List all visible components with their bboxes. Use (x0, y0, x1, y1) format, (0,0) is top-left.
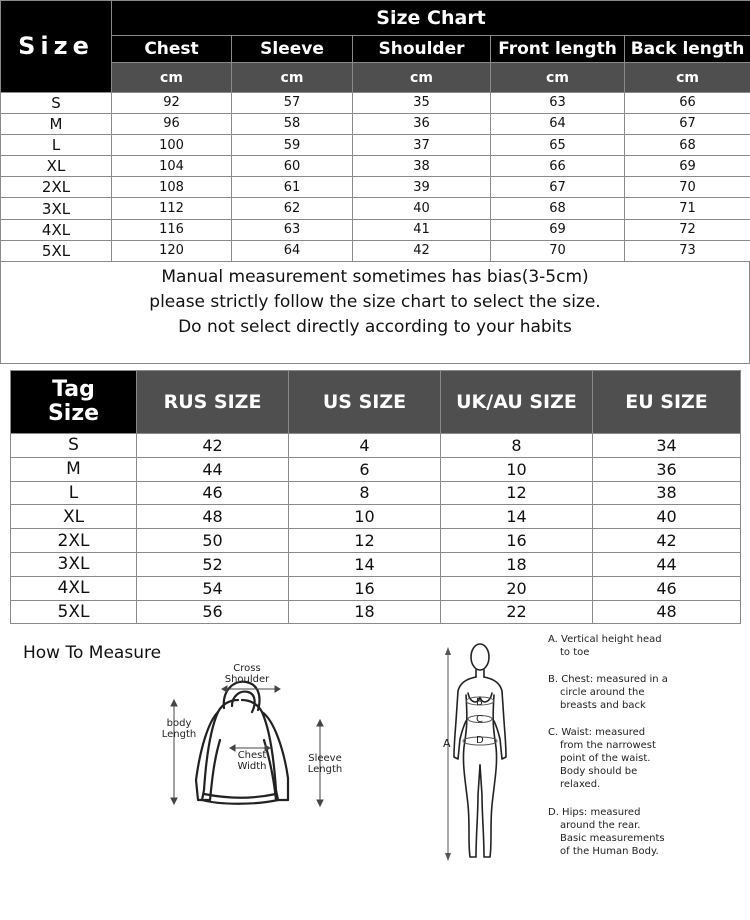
chest-cell: 96 (112, 113, 232, 134)
rus-size-cell: 56 (137, 600, 289, 624)
us-size-cell: 14 (289, 552, 441, 576)
chest-width-label-line2: Width (237, 761, 267, 772)
back-length-cell: 66 (625, 92, 750, 113)
cross-shoulder-label-line2: Shoulder (224, 674, 270, 685)
unit-cell: cm (625, 63, 750, 92)
tag-size-cell: L (11, 481, 137, 505)
size-chart-table (0, 0, 750, 262)
column-header-uk-au-size: UK/AU SIZE (441, 371, 593, 434)
uk-au-size-cell: 8 (441, 434, 593, 458)
uk-au-size-cell: 18 (441, 552, 593, 576)
table-row (1, 198, 750, 219)
rus-size-cell: 42 (137, 434, 289, 458)
chest-cell: 108 (112, 177, 232, 198)
body-figure-illustration (440, 635, 540, 870)
rus-size-cell: 54 (137, 576, 289, 600)
unit-cell: cm (112, 63, 232, 92)
note-text: to toe (560, 647, 590, 658)
shoulder-cell: 38 (353, 156, 491, 177)
shoulder-cell: 42 (353, 240, 491, 261)
back-length-cell: 72 (625, 219, 750, 240)
chest-width-label (228, 750, 276, 772)
note-line: Do not select directly according to your habits (178, 317, 572, 337)
size-cell: S (1, 92, 112, 113)
eu-size-cell: 42 (593, 529, 741, 553)
measure-note-c (548, 726, 743, 791)
size-column-header: Size (1, 1, 112, 93)
us-size-cell: 12 (289, 529, 441, 553)
eu-size-cell: 36 (593, 457, 741, 481)
table-row (1, 92, 750, 113)
size-cell: 2XL (1, 177, 112, 198)
chest-cell: 120 (112, 240, 232, 261)
how-to-measure-title: How To Measure (23, 643, 162, 663)
table-row (11, 434, 741, 458)
uk-au-size-cell: 12 (441, 481, 593, 505)
size-cell: L (1, 135, 112, 156)
note-text: C. Waist: measured (548, 727, 646, 738)
note-text: point of the waist. (560, 753, 651, 764)
rus-size-cell: 50 (137, 529, 289, 553)
tag-size-cell: 5XL (11, 600, 137, 624)
table-row (1, 219, 750, 240)
chest-width-label-line1: Chest (237, 750, 267, 761)
front-length-cell: 67 (491, 177, 625, 198)
note-text: from the narrowest (560, 740, 656, 751)
shoulder-cell: 40 (353, 198, 491, 219)
sleeve-cell: 61 (232, 177, 353, 198)
note-line: Manual measurement sometimes has bias(3-5cm) (161, 267, 589, 287)
eu-size-cell: 40 (593, 505, 741, 529)
sleeve-cell: 62 (232, 198, 353, 219)
column-header-back-length: Back length (625, 36, 750, 63)
table-row (11, 529, 741, 553)
uk-au-size-cell: 14 (441, 505, 593, 529)
eu-size-cell: 46 (593, 576, 741, 600)
table-row (11, 600, 741, 624)
rus-size-cell: 48 (137, 505, 289, 529)
sleeve-length-label-line2: Length (307, 764, 343, 775)
chest-cell: 104 (112, 156, 232, 177)
front-length-cell: 64 (491, 113, 625, 134)
table-row (1, 177, 750, 198)
tag-size-cell: 3XL (11, 552, 137, 576)
shoulder-cell: 36 (353, 113, 491, 134)
note-text: A. Vertical height head (548, 634, 662, 645)
table-row (1, 113, 750, 134)
chest-cell: 112 (112, 198, 232, 219)
uk-au-size-cell: 10 (441, 457, 593, 481)
note-text: Basic measurements (560, 833, 665, 844)
size-chart-title: Size Chart (112, 1, 750, 36)
tag-size-header (11, 371, 137, 434)
tag-size-header-line1: Tag (52, 377, 95, 402)
sleeve-cell: 60 (232, 156, 353, 177)
unit-cell: cm (491, 63, 625, 92)
rus-size-cell: 52 (137, 552, 289, 576)
sleeve-cell: 64 (232, 240, 353, 261)
table-row (11, 457, 741, 481)
marker-a: A (443, 737, 451, 750)
note-text: B. Chest: measured in a (548, 674, 668, 685)
body-length-label (156, 718, 202, 740)
marker-b: B (476, 697, 483, 708)
note-text: circle around the (560, 687, 645, 698)
column-header-chest: Chest (112, 36, 232, 63)
sleeve-cell: 58 (232, 113, 353, 134)
back-length-cell: 73 (625, 240, 750, 261)
unit-cell: cm (232, 63, 353, 92)
table-row (11, 505, 741, 529)
front-length-cell: 69 (491, 219, 625, 240)
us-size-cell: 18 (289, 600, 441, 624)
cross-shoulder-label-line1: Cross (233, 663, 261, 674)
uk-au-size-cell: 20 (441, 576, 593, 600)
size-cell: 5XL (1, 240, 112, 261)
chest-cell: 92 (112, 92, 232, 113)
front-length-cell: 68 (491, 198, 625, 219)
tag-size-cell: 4XL (11, 576, 137, 600)
note-text: of the Human Body. (560, 846, 659, 857)
tag-size-cell: XL (11, 505, 137, 529)
column-header-rus-size: RUS SIZE (137, 371, 289, 434)
tag-size-header-line2: Size (47, 401, 100, 426)
note-text: around the rear. (560, 820, 641, 831)
rus-size-cell: 44 (137, 457, 289, 481)
column-header-front-length: Front length (491, 36, 625, 63)
table-row (1, 240, 750, 261)
size-cell: 3XL (1, 198, 112, 219)
shoulder-cell: 37 (353, 135, 491, 156)
table-row (1, 156, 750, 177)
eu-size-cell: 44 (593, 552, 741, 576)
front-length-cell: 63 (491, 92, 625, 113)
shoulder-cell: 41 (353, 219, 491, 240)
column-header-shoulder: Shoulder (353, 36, 491, 63)
eu-size-cell: 38 (593, 481, 741, 505)
tag-size-table (10, 370, 741, 624)
us-size-cell: 6 (289, 457, 441, 481)
shoulder-cell: 35 (353, 92, 491, 113)
back-length-cell: 69 (625, 156, 750, 177)
front-length-cell: 65 (491, 135, 625, 156)
column-header-us-size: US SIZE (289, 371, 441, 434)
rus-size-cell: 46 (137, 481, 289, 505)
sleeve-cell: 57 (232, 92, 353, 113)
sleeve-length-label (302, 753, 348, 775)
size-cell: 4XL (1, 219, 112, 240)
measurement-notes (0, 262, 750, 364)
chest-cell: 116 (112, 219, 232, 240)
sleeve-cell: 59 (232, 135, 353, 156)
back-length-cell: 67 (625, 113, 750, 134)
measure-note-d (548, 806, 743, 858)
measure-note-a (548, 633, 743, 659)
us-size-cell: 10 (289, 505, 441, 529)
front-length-cell: 66 (491, 156, 625, 177)
chest-cell: 100 (112, 135, 232, 156)
marker-c: C (476, 714, 483, 725)
back-length-cell: 71 (625, 198, 750, 219)
tag-size-cell: M (11, 457, 137, 481)
table-row (1, 135, 750, 156)
note-text: breasts and back (560, 700, 646, 711)
column-header-sleeve: Sleeve (232, 36, 353, 63)
note-text: relaxed. (560, 779, 601, 790)
measure-note-b (548, 673, 743, 712)
note-text: D. Hips: measured (548, 807, 641, 818)
tag-size-cell: S (11, 434, 137, 458)
tag-size-cell: 2XL (11, 529, 137, 553)
shoulder-cell: 39 (353, 177, 491, 198)
table-row (11, 576, 741, 600)
eu-size-cell: 48 (593, 600, 741, 624)
body-length-label-line2: Length (161, 729, 197, 740)
note-line: please strictly follow the size chart to select the size. (149, 292, 601, 312)
sleeve-length-label-line1: Sleeve (308, 753, 342, 764)
eu-size-cell: 34 (593, 434, 741, 458)
unit-cell: cm (353, 63, 491, 92)
size-cell: M (1, 113, 112, 134)
column-header-eu-size: EU SIZE (593, 371, 741, 434)
us-size-cell: 4 (289, 434, 441, 458)
sleeve-cell: 63 (232, 219, 353, 240)
size-cell: XL (1, 156, 112, 177)
us-size-cell: 8 (289, 481, 441, 505)
table-row (11, 552, 741, 576)
back-length-cell: 70 (625, 177, 750, 198)
body-length-label-line1: body (166, 718, 192, 729)
front-length-cell: 70 (491, 240, 625, 261)
table-row (11, 481, 741, 505)
marker-d: D (476, 735, 484, 746)
cross-shoulder-label (222, 663, 272, 685)
note-text: Body should be (560, 766, 638, 777)
uk-au-size-cell: 22 (441, 600, 593, 624)
uk-au-size-cell: 16 (441, 529, 593, 553)
us-size-cell: 16 (289, 576, 441, 600)
back-length-cell: 68 (625, 135, 750, 156)
